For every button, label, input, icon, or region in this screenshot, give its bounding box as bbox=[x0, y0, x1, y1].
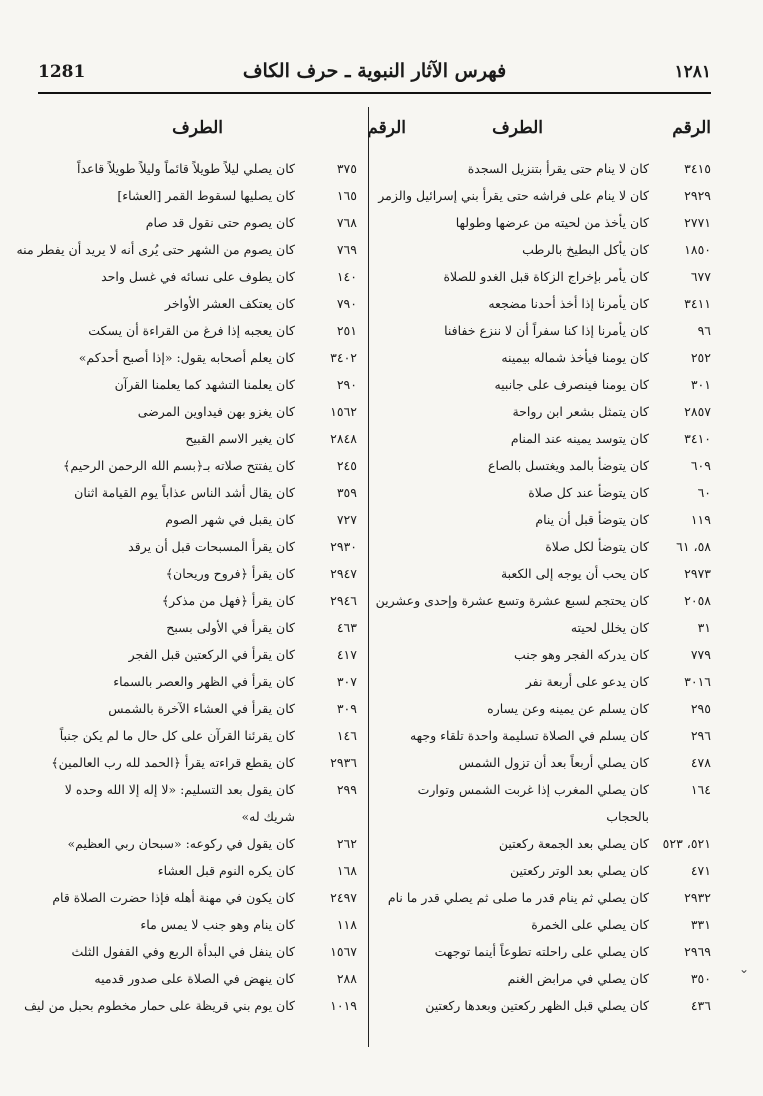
index-entry bbox=[406, 938, 711, 965]
entry-text: كان يقول في ركوعه: «سبحان ربي العظيم» bbox=[67, 836, 295, 851]
index-entry bbox=[406, 560, 711, 587]
index-entry bbox=[406, 965, 711, 992]
entry-text: كان يخلل لحيته bbox=[570, 620, 649, 635]
index-entry bbox=[406, 371, 711, 398]
entry-text: كان يتوضأ قبل أن ينام bbox=[535, 512, 649, 527]
entry-number: ٥٢١، ٥٢٣ bbox=[662, 836, 711, 851]
entry-text: كان يسلم في الصلاة تسليمة واحدة تلقاء وجهه bbox=[409, 728, 649, 743]
entry-number: ١١٩ bbox=[690, 512, 711, 527]
index-entry bbox=[38, 290, 357, 317]
entry-number: ١٤٦ bbox=[336, 728, 357, 743]
entry-number: ٢٩٣٢ bbox=[684, 890, 711, 905]
entry-number: ٢٥١ bbox=[336, 323, 357, 338]
entry-text: كان يصلي ثم ينام قدر ما صلى ثم يصلي قدر ما نام bbox=[387, 890, 649, 905]
index-entry bbox=[406, 452, 711, 479]
index-entry bbox=[406, 236, 711, 263]
entry-number: ٧٦٨ bbox=[336, 215, 357, 230]
page-header bbox=[38, 60, 711, 90]
entry-number: ٢٩٥ bbox=[690, 701, 711, 716]
index-entry bbox=[406, 317, 711, 344]
index-entry bbox=[406, 425, 711, 452]
entry-number: ١٦٥ bbox=[336, 188, 357, 203]
entry-number: ٢٦٢ bbox=[336, 836, 357, 851]
entry-text: كان يكره النوم قبل العشاء bbox=[157, 863, 295, 878]
entry-number: ٢٩٠ bbox=[336, 377, 357, 392]
entry-text: كان يصلي في مرابض الغنم bbox=[507, 971, 649, 986]
index-entry bbox=[406, 776, 711, 830]
entry-text: كان ينام وهو جنب لا يمس ماء bbox=[140, 917, 295, 932]
index-entry bbox=[38, 560, 357, 587]
entry-text: كان يصوم حتى نقول قد صام bbox=[145, 215, 295, 230]
entry-text: كان لا ينام حتى يقرأ بتنزيل السجدة bbox=[467, 161, 649, 176]
right-text-header: الطرف bbox=[492, 118, 543, 138]
index-entry bbox=[38, 641, 357, 668]
entry-number: ٦٧٧ bbox=[690, 269, 711, 284]
entry-text: كان يقبل في شهر الصوم bbox=[165, 512, 295, 527]
entry-text: كان يفتتح صلاته بـ﴿بسم الله الرحمن الرحيم﴾ bbox=[63, 458, 295, 473]
entry-text: كان يأمرنا إذا أخذ أحدنا مضجعه bbox=[488, 296, 649, 311]
index-entry bbox=[406, 695, 711, 722]
entry-text: كان يكون في مهنة أهله فإذا حضرت الصلاة قام bbox=[52, 890, 295, 905]
entry-text: كان يطوف على نسائه في غسل واحد bbox=[101, 269, 295, 284]
index-entry bbox=[378, 182, 711, 209]
index-entry bbox=[38, 587, 357, 614]
entry-number: ٣٠٩ bbox=[336, 701, 357, 716]
index-entry bbox=[38, 884, 357, 911]
entry-number: ٤٧١ bbox=[690, 863, 711, 878]
entry-number: ٥٨، ٦١ bbox=[676, 539, 711, 554]
left-text-header: الطرف bbox=[172, 118, 223, 138]
entry-text: كان يقرأ في العشاء الآخرة بالشمس bbox=[108, 701, 295, 716]
entry-text: كان يقرأ ﴿فروح وريحان﴾ bbox=[165, 566, 295, 581]
index-entry bbox=[38, 965, 357, 992]
index-entry bbox=[406, 479, 711, 506]
entry-text: كان يصلي قبل الظهر ركعتين وبعدها ركعتين bbox=[425, 998, 649, 1013]
entry-text: كان يغير الاسم القبيح bbox=[185, 431, 295, 446]
entry-number: ٢٩٦ bbox=[690, 728, 711, 743]
entry-text: كان يقال أشد الناس عذاباً يوم القيامة اثنان bbox=[74, 485, 295, 500]
entry-number: ٢٩٦٩ bbox=[684, 944, 711, 959]
entry-number: ٢٩٢٩ bbox=[684, 188, 711, 203]
index-entry bbox=[406, 344, 711, 371]
entry-text: كان يقرئنا القرآن على كل حال ما لم يكن جنباً bbox=[59, 728, 295, 743]
entry-number: ٣٠١٦ bbox=[684, 674, 711, 689]
entry-text: كان يدركه الفجر وهو جنب bbox=[514, 647, 649, 662]
entry-number: ٢٨٤٨ bbox=[330, 431, 357, 446]
index-entry bbox=[38, 344, 357, 371]
entry-number: ٣٣١ bbox=[690, 917, 711, 932]
index-entry bbox=[38, 776, 357, 830]
entry-text: كان يقطع قراءته يقرأ ﴿الحمد لله رب العالمين﴾ bbox=[51, 755, 295, 770]
entry-number: ٣٧٥ bbox=[336, 161, 357, 176]
entry-text: كان يقرأ في الظهر والعصر بالسماء bbox=[113, 674, 295, 689]
index-entry bbox=[406, 533, 711, 560]
index-entry bbox=[406, 155, 711, 182]
entry-number: ٣٤١٠ bbox=[684, 431, 711, 446]
entry-number: ٣٠١ bbox=[690, 377, 711, 392]
index-entry bbox=[38, 182, 357, 209]
entry-text: كان يعتكف العشر الأواخر bbox=[164, 296, 295, 311]
entry-text: كان يغزو بهن فيداوين المرضى bbox=[137, 404, 295, 419]
page-number-latin: 1281 bbox=[38, 62, 86, 82]
index-entry bbox=[16, 236, 357, 263]
entry-text: كان يصلي ليلاً طويلاً قائماً وليلاً طويلاً قاعداً bbox=[76, 161, 295, 176]
entry-number: ١٥٦٢ bbox=[330, 404, 357, 419]
entry-number: ٣٤٠٢ bbox=[330, 350, 357, 365]
entry-number: ٢٩٣٠ bbox=[330, 539, 357, 554]
index-entry bbox=[38, 452, 357, 479]
column-divider bbox=[368, 107, 369, 1047]
entry-text: كان لا ينام على فراشه حتى يقرأ بني إسرائيل والزمر bbox=[378, 188, 649, 203]
entry-text: كان يتوسد يمينه عند المنام bbox=[510, 431, 649, 446]
index-entry bbox=[387, 884, 711, 911]
entry-number: ١٦٤ bbox=[690, 782, 711, 797]
entry-number: ٣٥٠ bbox=[690, 971, 711, 986]
entry-text: كان يقول بعد التسليم: «لا إله إلا الله وحده لا شريك له» bbox=[64, 782, 295, 824]
index-entry bbox=[38, 749, 357, 776]
entry-number: ٧٧٩ bbox=[690, 647, 711, 662]
entry-number: ٢٩٤٦ bbox=[330, 593, 357, 608]
entry-number: ٢٤٥ bbox=[336, 458, 357, 473]
index-entry bbox=[38, 668, 357, 695]
index-entry bbox=[406, 722, 711, 749]
index-entry bbox=[406, 614, 711, 641]
entry-number: ٦٠٩ bbox=[690, 458, 711, 473]
entry-text: كان يوم بني قريظة على حمار مخطوم بحبل من ليف bbox=[24, 998, 295, 1013]
right-index-column bbox=[375, 155, 711, 1019]
entry-number: ٢٨٥٧ bbox=[684, 404, 711, 419]
index-entry bbox=[406, 749, 711, 776]
index-entry bbox=[38, 857, 357, 884]
index-entry bbox=[38, 722, 357, 749]
entry-number: ٣٥٩ bbox=[336, 485, 357, 500]
entry-number: ٢٠٥٨ bbox=[684, 593, 711, 608]
entry-text: كان يقرأ في الأولى بسبح bbox=[166, 620, 295, 635]
index-entry bbox=[406, 641, 711, 668]
entry-number: ٢٨٨ bbox=[336, 971, 357, 986]
index-entry bbox=[375, 587, 711, 614]
entry-text: كان يقرأ ﴿فهل من مذكر﴾ bbox=[161, 593, 295, 608]
entry-number: ١٤٠ bbox=[336, 269, 357, 284]
entry-number: ١٠١٩ bbox=[330, 998, 357, 1013]
entry-text: كان يومنا فينصرف على جانبيه bbox=[494, 377, 649, 392]
entry-text: كان يعجبه إذا فرغ من القراءة أن يسكت bbox=[88, 323, 295, 338]
index-entry bbox=[38, 830, 357, 857]
index-entry bbox=[406, 668, 711, 695]
entry-text: كان يتمثل بشعر ابن رواحة bbox=[512, 404, 649, 419]
entry-number: ٤١٧ bbox=[336, 647, 357, 662]
entry-number: ١٦٨ bbox=[336, 863, 357, 878]
index-entry bbox=[38, 263, 357, 290]
entry-text: كان يتوضأ بالمد ويغتسل بالصاع bbox=[488, 458, 649, 473]
entry-text: كان يدعو على أربعة نفر bbox=[525, 674, 649, 689]
index-entry bbox=[406, 911, 711, 938]
index-entry bbox=[406, 506, 711, 533]
index-entry bbox=[406, 263, 711, 290]
entry-text: كان يقرأ في الركعتين قبل الفجر bbox=[128, 647, 295, 662]
entry-text: كان يقرأ المسبحات قبل أن يرقد bbox=[128, 539, 295, 554]
entry-number: ٣٤١١ bbox=[684, 296, 711, 311]
entry-number: ٧٦٩ bbox=[336, 242, 357, 257]
entry-text: كان يعلمنا التشهد كما يعلمنا القرآن bbox=[114, 377, 295, 392]
entry-number: ٢٩٩ bbox=[336, 782, 357, 797]
entry-text: كان يومنا فيأخذ شماله بيمينه bbox=[501, 350, 649, 365]
entry-number: ٩٦ bbox=[697, 323, 711, 338]
index-entry bbox=[38, 155, 357, 182]
index-entry bbox=[406, 209, 711, 236]
entry-number: ٣١ bbox=[697, 620, 711, 635]
index-entry bbox=[38, 506, 357, 533]
entry-text: كان يصلي بعد الوتر ركعتين bbox=[510, 863, 649, 878]
entry-number: ٢٤٩٧ bbox=[330, 890, 357, 905]
left-index-column bbox=[16, 155, 357, 1019]
entry-number: ٧٢٧ bbox=[336, 512, 357, 527]
index-entry bbox=[38, 533, 357, 560]
entry-text: كان يأمرنا إذا كنا سفراً أن لا ننزع خفافنا bbox=[444, 323, 649, 338]
index-entry bbox=[406, 290, 711, 317]
index-entry bbox=[38, 614, 357, 641]
entry-number: ٢٩٤٧ bbox=[330, 566, 357, 581]
entry-text: كان يتوضأ عند كل صلاة bbox=[528, 485, 649, 500]
index-entry bbox=[38, 317, 357, 344]
entry-text: كان يصوم من الشهر حتى يُرى أنه لا يريد أن يفطر منه bbox=[16, 242, 295, 257]
entry-text: كان يعلم أصحابه يقول: «إذا أصبح أحدكم» bbox=[78, 350, 295, 365]
entry-text: كان يصلي على الخمرة bbox=[531, 917, 649, 932]
entry-text: كان يصلي أربعاً بعد أن تزول الشمس bbox=[458, 755, 649, 770]
entry-number: ١٥٦٧ bbox=[330, 944, 357, 959]
index-entry bbox=[38, 695, 357, 722]
header-rule bbox=[38, 92, 711, 94]
entry-number: ٣٠٧ bbox=[336, 674, 357, 689]
page-number-arabic: ١٢٨١ bbox=[674, 62, 711, 82]
index-entry bbox=[38, 209, 357, 236]
left-number-header: الرقم bbox=[367, 118, 406, 138]
entry-text: كان يصلي على راحلته تطوعاً أينما توجهت bbox=[434, 944, 649, 959]
entry-number: ٦٠ bbox=[697, 485, 711, 500]
margin-mark: ⌄ bbox=[739, 962, 750, 976]
entry-text: كان يحتجم لسبع عشرة وتسع عشرة وإحدى وعشرين bbox=[375, 593, 649, 608]
entry-text: كان يأخذ من لحيته من عرضها وطولها bbox=[455, 215, 649, 230]
index-entry bbox=[38, 425, 357, 452]
entry-number: ٣٤١٥ bbox=[684, 161, 711, 176]
entry-number: ١١٨ bbox=[336, 917, 357, 932]
entry-text: كان يأكل البطيخ بالرطب bbox=[522, 242, 649, 257]
index-entry bbox=[24, 992, 357, 1019]
index-entry bbox=[38, 371, 357, 398]
index-entry bbox=[406, 992, 711, 1019]
entry-number: ٢٩٣٦ bbox=[330, 755, 357, 770]
entry-number: ١٨٥٠ bbox=[684, 242, 711, 257]
index-entry bbox=[38, 938, 357, 965]
index-entry bbox=[38, 479, 357, 506]
entry-text: كان يأمر بإخراج الزكاة قبل الغدو للصلاة bbox=[443, 269, 649, 284]
entry-number: ٤٦٣ bbox=[336, 620, 357, 635]
entry-number: ٢٥٢ bbox=[690, 350, 711, 365]
entry-number: ٢٩٧٣ bbox=[684, 566, 711, 581]
index-entry bbox=[38, 911, 357, 938]
entry-number: ٤٣٦ bbox=[690, 998, 711, 1013]
entry-text: كان يصلي المغرب إذا غربت الشمس وتوارت بالحجاب bbox=[417, 782, 649, 824]
entry-text: كان ينهض في الصلاة على صدور قدميه bbox=[94, 971, 295, 986]
right-number-header: الرقم bbox=[672, 118, 711, 138]
entry-text: كان ينفل في البدأة الربع وفي القفول الثلث bbox=[71, 944, 295, 959]
entry-text: كان يصليها لسقوط القمر [العشاء] bbox=[117, 188, 295, 203]
index-entry bbox=[406, 857, 711, 884]
entry-number: ٤٧٨ bbox=[690, 755, 711, 770]
entry-number: ٧٩٠ bbox=[336, 296, 357, 311]
entry-text: كان يصلي بعد الجمعة ركعتين bbox=[498, 836, 649, 851]
page-title: فهرس الآثار النبوية ـ حرف الكاف bbox=[242, 60, 507, 82]
entry-text: كان يتوضأ لكل صلاة bbox=[545, 539, 649, 554]
entry-text: كان يحب أن يوجه إلى الكعبة bbox=[500, 566, 649, 581]
entry-text: كان يسلم عن يمينه وعن يساره bbox=[487, 701, 649, 716]
entry-number: ٢٧٧١ bbox=[684, 215, 711, 230]
index-entry bbox=[406, 830, 711, 857]
index-entry bbox=[38, 398, 357, 425]
index-entry bbox=[406, 398, 711, 425]
